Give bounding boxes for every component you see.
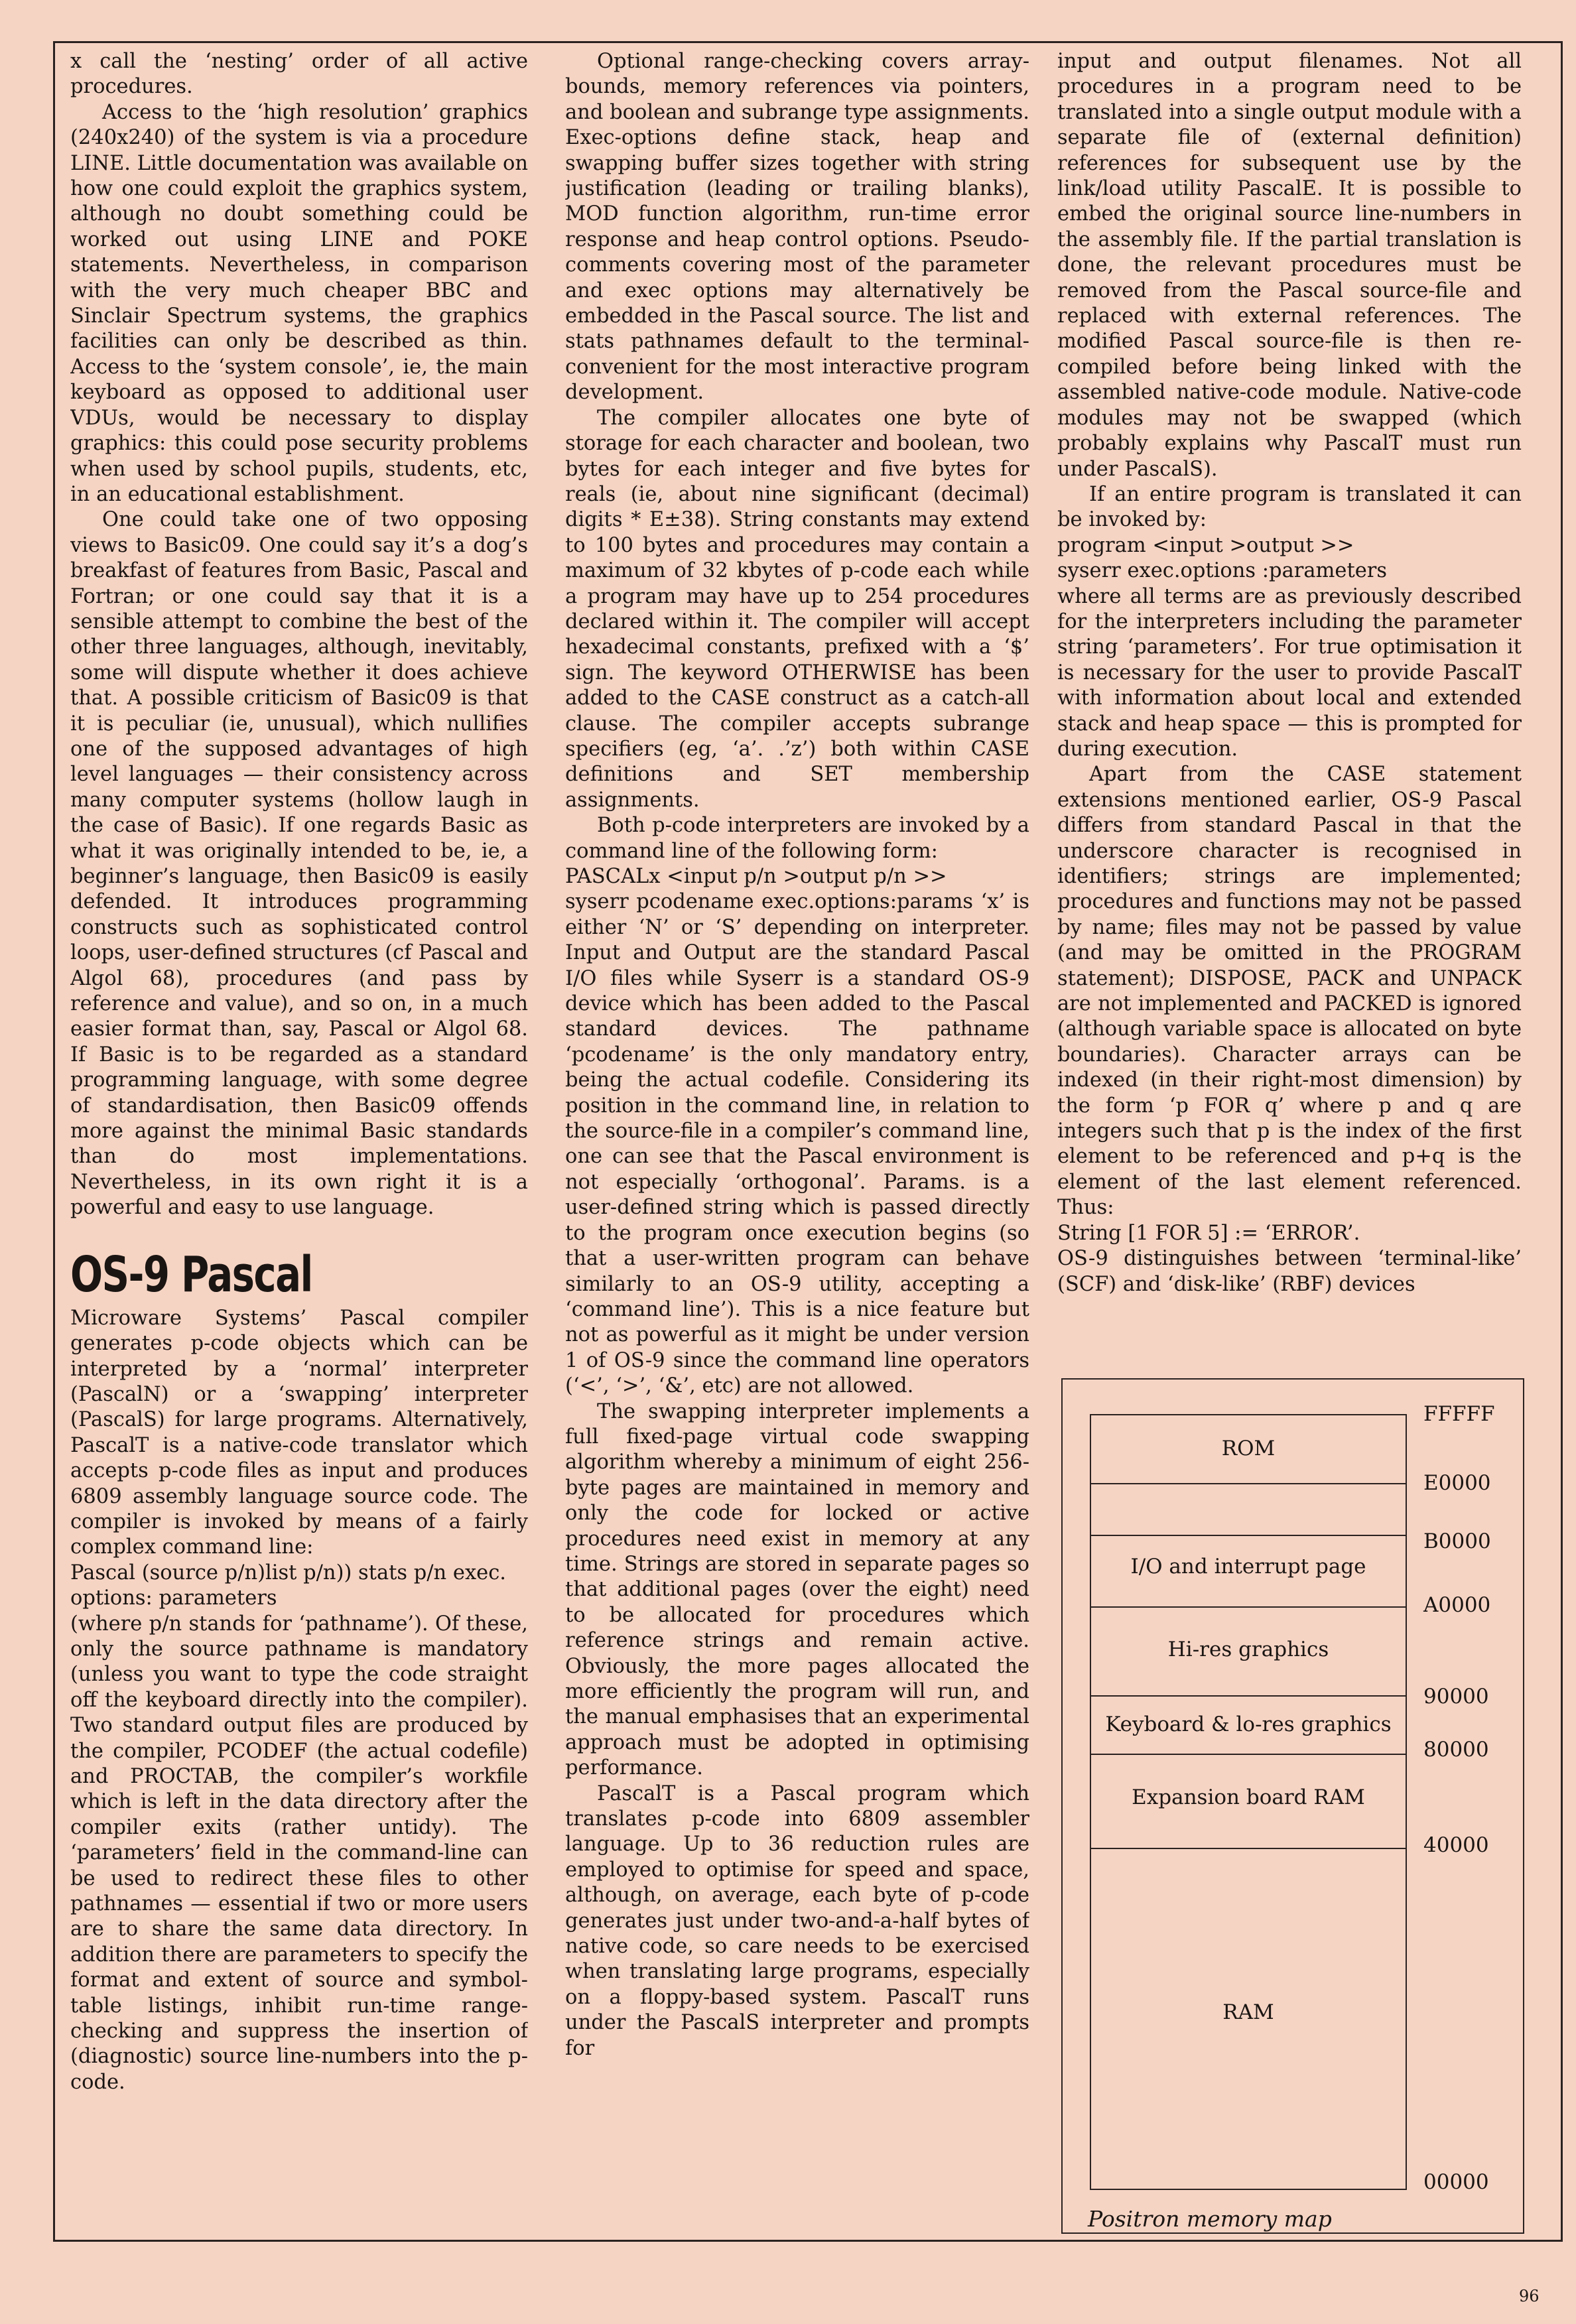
command-line: PASCALx <input p/n >output p/n >> [565,865,947,888]
memory-boundary [1090,1754,1407,1755]
paragraph: Access to the ‘high resolution’ graphics (240x240) of the system is via a procedure LINE. Little documentation was available on how one could exploit the graphics system, although no doubt something could be worked out using LINE and POKE statements. Nevertheless, in comparison with the very much cheaper BBC and Sinclair Spectrum systems, the graphics facilities can only be described as thin. Access to the ‘system console’, ie, the main keyboard as opposed to additional user VDUs, would be necessary to display graphics: this could pose security problems when used by school pupils, students, etc, in an educational establishment. [70,100,528,506]
memory-address: A0000 [1423,1593,1491,1617]
page-number: 96 [1519,2287,1540,2305]
memory-address: FFFFF [1423,1402,1495,1426]
memory-region-label: ROM [1221,1437,1276,1460]
figure-caption: Positron memory map [1088,2206,1332,2232]
paragraph: input and output filenames. Not all procedures in a program need to be translated into a single output module with a separate file of (external definition) references for subsequent use by the link/load utility PascalE. It is possible to embed the original source line-numbers in the assembly file. If the partial translation is done, the relevant procedures must be removed from the Pascal source-file and replaced with external references. The modified Pascal source-file is then re-compiled before being linked with the assembled native-code module. Native-code modules may not be swapped (which probably explains why PascalT must run under PascalS). [1057,50,1522,481]
memory-boundary [1090,1606,1407,1608]
section-heading: OS-9 Pascal [70,1246,312,1303]
memory-region-label: Expansion board RAM [1132,1785,1365,1809]
memory-address: B0000 [1423,1529,1491,1553]
paragraph: Optional range-checking covers array-bounds, memory references via pointers, and boolean and subrange type assignments. Exec-options define stack, heap and swapping buffer sizes together with string justification (leading or trailing blanks), MOD function algorithm, run-time error response and heap control options. Pseudo-comments covering most of the parameter and exec options may alternatively be embedded in the Pascal source. The list and stats pathnames default to the terminal-convenient for the most interactive program development. [565,50,1029,405]
paragraph: Microware Systems’ Pascal compiler generates p-code objects which can be interpreted by a ‘normal’ interpreter (PascalN) or a ‘swapping’ interpreter (PascalS) for large programs. Alternatively, PascalT is a native-code translator which accepts p-code files as input and produces 6809 assembly language source code. The compiler is invoked by means of a fairly complex command line: [70,1306,528,1559]
memory-boundary [1090,1535,1407,1536]
command-line: syserr exec.options :parameters [1057,559,1388,583]
memory-boundary [1090,1483,1407,1484]
command-line: program <input >output >> [1057,533,1354,557]
column-1 [70,49,528,2238]
memory-address: 40000 [1423,1833,1489,1857]
paragraph: The swapping interpreter implements a full fixed-page virtual code swapping algorithm whereby a minimum of eight 256-byte pages are maintained in memory and only the code for locked or active procedures need exist in memory at any time. Strings are stored in separate pages so that additional pages (over the eight) need to be allocated for procedures which reference strings and remain active. Obviously, the more pages allocated the more efficiently the program will run, and the manual emphasises that an experimental approach must be adopted in optimising performance. [565,1399,1029,1780]
memory-address: 80000 [1423,1738,1489,1762]
paragraph: The compiler allocates one byte of storage for each character and boolean, two bytes for each integer and five bytes for reals (ie, about nine significant (decimal) digits * E±38). String constants may extend to 100 bytes and procedures may contain a maximum of 32 kbytes of p-code each while a program may have up to 254 procedures declared within it. The compiler will accept hexadecimal constants, prefixed with a ‘$’ sign. The keyword OTHERWISE has been added to the CASE construct as a catch-all clause. The compiler accepts subrange specifiers (eg, ‘a’. .’z’) both within CASE definitions and SET membership assignments. [565,406,1029,812]
memory-address: 90000 [1423,1685,1489,1709]
column-2 [565,49,1029,2238]
paragraph: Both p-code interpreters are invoked by a command line of the following form: [565,814,1029,863]
paragraph: syserr pcodename exec.options:params ‘x’ is either ‘N’ or ‘S’ depending on interpreter. Input and Output are the standard Pascal I/O files while Syserr is a standard OS-9 device which has been added to the Pascal standard devices. The pathname ‘pcodename’ is the only mandatory entry, being the actual codefile. Considering its position in the command line, in relation to the source-file in a compiler’s command line, one can see that the Pascal environment is not especially ‘orthogonal’. Params. is a user-defined string which is passed directly to the program once execution begins (so that a user-written program can behave similarly to an OS-9 utility, accepting a ‘command line’). This is a nice feature but not as powerful as it might be under version 1 of OS-9 since the command line operators (‘<’, ‘>’, ‘&’, etc) are not allowed. [565,890,1029,1398]
command-line: String [1 FOR 5] := ‘ERROR’. [1057,1221,1360,1245]
paragraph: If an entire program is translated it can be invoked by: [1057,482,1522,532]
memory-boundary [1090,1695,1407,1697]
memory-boundary [1090,1848,1407,1849]
memory-address: E0000 [1423,1471,1491,1495]
memory-address: 00000 [1423,2170,1489,2194]
column-3 [1057,49,1522,1382]
memory-region-label: Keyboard & lo-res graphics [1105,1712,1392,1736]
paragraph: where all terms are as previously described for the interpreters including the parameter string ‘parameters’. For true optimisation it is necessary for the user to provide PascalT with information about local and extended stack and heap space — this is prompted for during execution. [1057,584,1522,761]
paragraph: x call the ‘nesting’ order of all active procedures. [70,50,528,99]
paragraph: Apart from the CASE statement extensions mentioned earlier, OS-9 Pascal differs from standard Pascal in that the underscore character is recognised in identifiers; strings are implemented; procedures and functions may not be passed by name; files may not be passed by value (and may be omitted in the PROGRAM statement); DISPOSE, PACK and UNPACK are not implemented and PACKED is ignored (although variable space is allocated on byte boundaries). Character arrays can be indexed (in their right-most dimension) by the form ‘p FOR q’ where p and q are integers such that p is the index of the first element to be referenced and p+q is the element of the last element referenced. Thus: [1057,763,1522,1220]
memory-region-label: I/O and interrupt page [1130,1555,1366,1579]
paragraph: PascalT is a Pascal program which translates p-code into 6809 assembler language. Up to 36 reduction rules are employed to optimise for speed and space, although, on average, each byte of p-code generates just under two-and-a-half bytes of native code, so care needs to be exercised when translating large programs, especially on a floppy-based system. PascalT runs under the PascalS interpreter and prompts for [565,1781,1029,2060]
paragraph: (where p/n stands for ‘pathname’). Of these, only the source pathname is mandatory (unless you want to type the code straight off the keyboard directly into the compiler). Two standard output files are produced by the compiler, PCODEF (the actual codefile) and PROCTAB, the compiler’s workfile which is left in the data directory after the compiler exits (rather untidy). The ‘parameters’ field in the command-line can be used to redirect these files to other pathnames — essential if two or more users are to share the same data directory. In addition there are parameters to specify the format and extent of source and symbol-table listings, inhibit run-time range-checking and suppress the insertion of (diagnostic) source line-numbers into the p-code. [70,1612,528,2094]
command-line: Pascal (source p/n)list p/n)) stats p/n exec. options: parameters [70,1561,506,1610]
memory-region-label: RAM [1222,2000,1274,2024]
paragraph: One could take one of two opposing views to Basic09. One could say it’s a dog’s breakfast of features from Basic, Pascal and Fortran; or one could say that it is a sensible attempt to combine the best of the other three languages, although, inevitably, some will dispute whether it does achieve that. A possible criticism of Basic09 is that it is peculiar (ie, unusual), which nullifies one of the supposed advantages of high level languages — their consistency across many computer systems (hollow laugh in the case of Basic). If one regards Basic as what it was originally intended to be, ie, a beginner’s language, then Basic09 is easily defended. It introduces programming constructs such as sophisticated control loops, user-defined structures (cf Pascal and Algol 68), procedures (and pass by reference and value), and so on, in a much easier format than, say, Pascal or Algol 68. If Basic is to be regarded as a standard programming language, with some degree of standardisation, then Basic09 offends more against the minimal Basic standards than do most implementations. Nevertheless, in its own right it is a powerful and easy to use language. [70,508,528,1220]
memory-region-label: Hi-res graphics [1167,1638,1329,1661]
paragraph: OS-9 distinguishes between ‘terminal-like’ (SCF) and ‘disk-like’ (RBF) devices [1057,1247,1522,1296]
